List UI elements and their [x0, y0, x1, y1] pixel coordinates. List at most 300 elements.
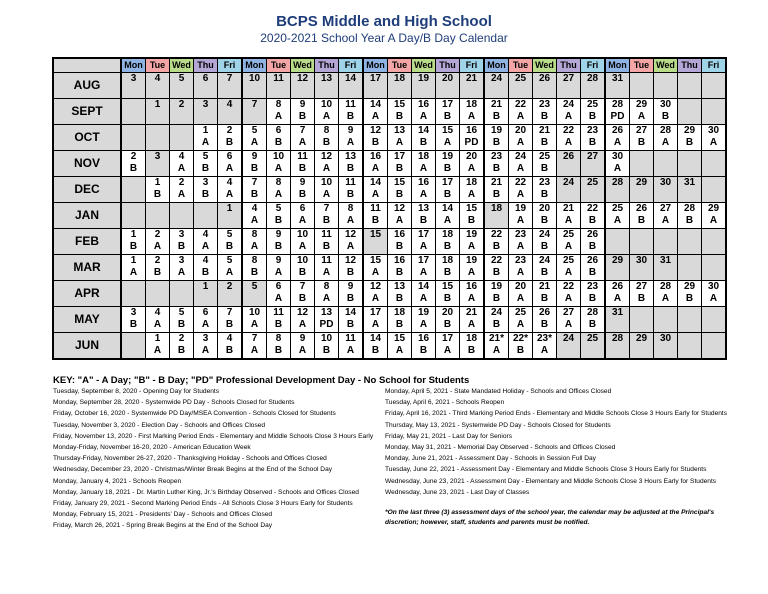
day-number: 22: [586, 203, 599, 214]
day-letter: B: [588, 215, 597, 226]
day-number: 27: [562, 73, 575, 84]
day-cell: [267, 151, 291, 177]
day-cell: [484, 73, 509, 99]
day-cell: [412, 73, 436, 99]
day-cell: [533, 203, 557, 229]
day-number: 13: [320, 307, 333, 318]
day-number: 7: [299, 125, 306, 136]
day-cell: [533, 281, 557, 307]
day-number: 1: [154, 99, 161, 110]
day-number: 25: [562, 255, 575, 266]
weekday-header: Wed: [654, 58, 678, 73]
day-cell: [170, 307, 194, 333]
day-letter: A: [419, 293, 428, 304]
day-letter: B: [443, 111, 452, 122]
day-number: 28: [611, 99, 624, 110]
day-cell: [436, 229, 460, 255]
day-letter: A: [540, 345, 549, 356]
weekday-header: Fri: [702, 58, 727, 73]
day-cell: [194, 203, 218, 229]
month-label: MAY: [53, 307, 121, 333]
day-number: 26: [538, 307, 551, 318]
day-cell: [242, 307, 267, 333]
day-cell: [702, 151, 727, 177]
day-letter: A: [516, 111, 525, 122]
day-number: 23: [514, 229, 527, 240]
day-number: 1: [202, 125, 209, 136]
day-number: 12: [296, 307, 309, 318]
day-number: 10: [296, 255, 309, 266]
day-cell: [436, 151, 460, 177]
day-number: 9: [275, 229, 282, 240]
day-letter: B: [250, 189, 259, 200]
month-row: [53, 203, 726, 229]
event-line: Tuesday, November 3, 2020 - Election Day - Schools and Offices Closed: [53, 421, 266, 429]
day-cell: [339, 229, 364, 255]
day-cell: [533, 125, 557, 151]
day-cell: [315, 125, 339, 151]
day-number: 25: [538, 151, 551, 162]
day-cell: [436, 307, 460, 333]
day-number: 9: [299, 177, 306, 188]
day-cell: [388, 177, 412, 203]
day-letter: A: [201, 345, 210, 356]
event-line: Monday, February 15, 2021 - Presidents' Day - Schools and Offices Closed: [53, 511, 273, 519]
weekday-header: Wed: [412, 58, 436, 73]
day-number: 11: [273, 307, 284, 318]
day-letter: B: [129, 163, 138, 174]
event-line: Friday, April 16, 2021 - Third Marking Period Ends - Elementary and Middle Schools Close 3 Hours Early for Students: [385, 410, 728, 418]
day-cell: [291, 229, 315, 255]
day-cell: [121, 307, 146, 333]
day-number: 23: [586, 281, 599, 292]
day-number: 8: [347, 203, 354, 214]
day-cell: [678, 203, 702, 229]
day-number: 7: [323, 203, 330, 214]
day-cell: [170, 333, 194, 360]
day-cell: [702, 99, 727, 125]
day-number: 17: [369, 73, 382, 84]
day-number: 19: [490, 125, 503, 136]
day-cell: [557, 281, 581, 307]
day-letter: B: [225, 319, 234, 330]
day-letter: B: [443, 189, 452, 200]
day-number: 16: [393, 229, 406, 240]
day-cell: [388, 73, 412, 99]
day-letter: A: [395, 137, 404, 148]
day-number: 2: [226, 281, 233, 292]
day-number: 19: [417, 307, 430, 318]
day-cell: [267, 99, 291, 125]
day-number: 12: [296, 73, 309, 84]
day-letter: A: [225, 163, 234, 174]
day-number: 4: [226, 99, 233, 110]
weekday-header: Tue: [509, 58, 533, 73]
day-number: 9: [347, 125, 354, 136]
day-letter: B: [540, 189, 549, 200]
day-cell: [194, 281, 218, 307]
day-number: 16: [417, 99, 430, 110]
day-number: 18: [465, 177, 478, 188]
day-cell: [170, 281, 194, 307]
day-cell: [194, 229, 218, 255]
day-letter: A: [613, 163, 622, 174]
day-number: 15: [393, 333, 406, 344]
day-letter: A: [419, 319, 428, 330]
day-cell: [363, 125, 388, 151]
day-number: 11: [297, 151, 308, 162]
day-cell: [436, 177, 460, 203]
day-cell: [509, 307, 533, 333]
day-letter: A: [516, 189, 525, 200]
day-number: 31: [611, 73, 624, 84]
day-cell: [388, 255, 412, 281]
weekday-header: Mon: [605, 58, 630, 73]
day-letter: A: [274, 267, 283, 278]
day-letter: B: [298, 293, 307, 304]
day-cell: [509, 333, 533, 360]
day-cell: [654, 125, 678, 151]
day-cell: [460, 307, 485, 333]
day-cell: [267, 177, 291, 203]
day-letter: PD: [464, 137, 479, 148]
day-letter: B: [250, 267, 259, 278]
day-cell: [363, 229, 388, 255]
weekday-header: Mon: [242, 58, 267, 73]
event-line: Monday, May 31, 2021 - Memorial Day Observed - Schools and Offices Closed: [385, 443, 616, 451]
day-number: 25: [586, 177, 599, 188]
day-cell: [654, 281, 678, 307]
day-number: 5: [275, 203, 282, 214]
day-cell: [533, 177, 557, 203]
calendar-table: [52, 57, 727, 360]
day-number: 7: [299, 281, 306, 292]
day-number: 25: [611, 203, 624, 214]
day-letter: B: [685, 215, 694, 226]
day-cell: [678, 125, 702, 151]
day-number: 22: [514, 177, 527, 188]
day-number: 13: [393, 125, 406, 136]
day-cell: [702, 255, 727, 281]
day-number: 14: [417, 281, 430, 292]
month-row: [53, 281, 726, 307]
day-letter: A: [467, 189, 476, 200]
day-letter: A: [346, 345, 355, 356]
day-letter: A: [661, 293, 670, 304]
day-cell: [315, 333, 339, 360]
day-number: 21: [465, 307, 478, 318]
day-letter: A: [298, 137, 307, 148]
day-letter: A: [250, 241, 259, 252]
day-number: 15: [369, 255, 382, 266]
day-cell: [242, 255, 267, 281]
day-cell: [388, 281, 412, 307]
day-letter: A: [661, 215, 670, 226]
day-number: 19: [465, 255, 478, 266]
day-cell: [412, 333, 436, 360]
day-letter: A: [250, 215, 259, 226]
day-number: 8: [275, 333, 282, 344]
day-cell: [267, 125, 291, 151]
day-letter: A: [516, 215, 525, 226]
day-cell: [339, 73, 364, 99]
day-cell: [557, 255, 581, 281]
day-number: 18: [465, 99, 478, 110]
month-row: [53, 333, 726, 360]
event-line: Friday, March 26, 2021 - Spring Break Begins at the End of the School Day: [53, 522, 273, 530]
day-cell: [630, 229, 654, 255]
day-letter: B: [540, 137, 549, 148]
day-cell: [363, 99, 388, 125]
day-number: 17: [417, 229, 430, 240]
day-letter: B: [492, 163, 501, 174]
day-cell: [460, 203, 485, 229]
day-letter: A: [564, 241, 573, 252]
month-label: AUG: [53, 73, 121, 99]
day-cell: [484, 203, 509, 229]
day-number: 19: [514, 203, 527, 214]
day-number: 8: [275, 99, 282, 110]
day-number: 21: [562, 203, 575, 214]
day-cell: [630, 307, 654, 333]
day-number: 3: [130, 307, 137, 318]
day-letter: A: [322, 293, 331, 304]
day-cell: [654, 333, 678, 360]
day-number: 13: [393, 281, 406, 292]
day-cell: [315, 229, 339, 255]
day-number: 22: [562, 125, 575, 136]
day-letter: B: [274, 241, 283, 252]
day-cell: [460, 73, 485, 99]
day-number: 24: [538, 255, 551, 266]
day-letter: A: [274, 111, 283, 122]
day-letter: B: [588, 241, 597, 252]
day-number: 28: [611, 177, 624, 188]
day-number: 16: [393, 255, 406, 266]
event-line: Monday, April 5, 2021 - State Mandated Holiday - Schools and Offices Closed: [385, 388, 612, 395]
day-letter: B: [346, 319, 355, 330]
day-number: 29: [635, 333, 648, 344]
day-letter: B: [492, 137, 501, 148]
day-letter: A: [467, 267, 476, 278]
day-number: 30: [635, 255, 648, 266]
day-letter: A: [177, 267, 186, 278]
day-number: 31: [659, 255, 672, 266]
day-number: 20: [465, 151, 478, 162]
day-number: 25: [514, 73, 527, 84]
day-number: 12: [344, 229, 357, 240]
day-letter: A: [516, 163, 525, 174]
event-line: Thursday, May 13, 2021 - Systemwide PD Day - Schools Closed for Students: [385, 421, 611, 429]
day-cell: [218, 229, 243, 255]
day-letter: A: [225, 267, 234, 278]
weekday-header: Fri: [339, 58, 364, 73]
day-number: 20: [441, 307, 454, 318]
day-cell: [146, 177, 170, 203]
day-letter: B: [492, 267, 501, 278]
day-cell: [460, 333, 485, 360]
weekday-header: Fri: [581, 58, 606, 73]
day-number: 15: [393, 177, 406, 188]
month-label: NOV: [53, 151, 121, 177]
day-letter: A: [467, 293, 476, 304]
day-cell: [509, 177, 533, 203]
day-letter: PD: [610, 111, 625, 122]
day-letter: A: [225, 189, 234, 200]
day-letter: B: [492, 241, 501, 252]
day-letter: B: [250, 163, 259, 174]
day-letter: B: [492, 293, 501, 304]
day-cell: [146, 151, 170, 177]
day-number: 31: [683, 177, 696, 188]
day-letter: A: [298, 215, 307, 226]
day-number: 10: [320, 99, 333, 110]
day-letter: A: [661, 137, 670, 148]
day-number: 28: [586, 73, 599, 84]
day-number: 11: [345, 99, 356, 110]
day-cell: [291, 333, 315, 360]
day-number: 18: [441, 229, 454, 240]
day-number: 7: [251, 333, 258, 344]
day-number: 3: [202, 333, 209, 344]
day-letter: B: [322, 345, 331, 356]
footnote: *On the last three (3) assessment days of the school year, the calendar may be adjusted at the Principal's discretion; however, staff, students and parents must be notified.: [385, 509, 715, 526]
day-number: 4: [226, 177, 233, 188]
day-number: 13: [320, 73, 333, 84]
event-line: Wednesday, June 23, 2021 - Last Day of Classes: [385, 488, 530, 496]
day-cell: [436, 99, 460, 125]
day-letter: A: [419, 267, 428, 278]
day-cell: [654, 73, 678, 99]
event-line: Tuesday, September 8, 2020 - Opening Day for Students: [53, 388, 220, 395]
day-number: 26: [538, 73, 551, 84]
day-cell: [630, 177, 654, 203]
day-number: 7: [226, 307, 233, 318]
day-cell: [242, 281, 267, 307]
day-number: 1: [130, 255, 137, 266]
day-letter: A: [443, 215, 452, 226]
day-cell: [412, 151, 436, 177]
weekday-header: Tue: [388, 58, 412, 73]
day-number: 1: [154, 177, 161, 188]
day-number: 28: [586, 307, 599, 318]
day-number: 10: [320, 177, 333, 188]
day-number: 24: [490, 73, 503, 84]
day-cell: [291, 73, 315, 99]
day-number: 28: [659, 125, 672, 136]
day-number: 12: [320, 151, 333, 162]
day-cell: [218, 125, 243, 151]
day-letter: B: [153, 267, 162, 278]
day-cell: [363, 177, 388, 203]
day-cell: [702, 333, 727, 360]
day-number: 5: [251, 281, 258, 292]
day-number: 27: [586, 151, 599, 162]
day-letter: A: [371, 319, 380, 330]
day-cell: [363, 307, 388, 333]
day-cell: [630, 255, 654, 281]
day-number: 5: [178, 73, 185, 84]
day-cell: [581, 177, 606, 203]
day-letter: B: [685, 293, 694, 304]
day-cell: [460, 99, 485, 125]
day-cell: [509, 281, 533, 307]
day-cell: [630, 203, 654, 229]
day-letter: B: [201, 267, 210, 278]
day-cell: [218, 333, 243, 360]
day-number: 7: [251, 177, 258, 188]
day-cell: [291, 281, 315, 307]
day-cell: [605, 73, 630, 99]
day-number: 20: [538, 203, 551, 214]
day-letter: B: [395, 189, 404, 200]
day-cell: [267, 229, 291, 255]
day-number: 28: [659, 281, 672, 292]
day-number: 24: [562, 333, 575, 344]
day-letter: B: [274, 345, 283, 356]
day-letter: B: [443, 267, 452, 278]
day-cell: [678, 281, 702, 307]
day-letter: A: [613, 215, 622, 226]
day-number: 4: [202, 229, 209, 240]
day-number: 27: [635, 281, 648, 292]
day-letter: B: [346, 163, 355, 174]
day-number: 18: [393, 307, 406, 318]
day-number: 25: [562, 229, 575, 240]
day-cell: [605, 255, 630, 281]
day-cell: [436, 333, 460, 360]
event-line: Friday, January 29, 2021 - Second Marking Period Ends - All Schools Close 3 Hours Early for Students: [53, 499, 353, 507]
day-cell: [605, 203, 630, 229]
day-cell: [170, 151, 194, 177]
day-cell: [242, 151, 267, 177]
day-number: 16: [465, 281, 478, 292]
event-line: Friday, November 13, 2020 - First Marking Period Ends - Elementary and Middle Schools Close 3 Hours Early: [53, 432, 374, 440]
day-cell: [630, 151, 654, 177]
day-cell: [557, 151, 581, 177]
day-letter: B: [467, 215, 476, 226]
day-cell: [267, 203, 291, 229]
day-letter: B: [588, 267, 597, 278]
day-cell: [533, 229, 557, 255]
day-cell: [412, 203, 436, 229]
day-number: 1: [154, 333, 161, 344]
day-number: 21: [538, 281, 551, 292]
day-letter: A: [443, 345, 452, 356]
day-letter: B: [346, 189, 355, 200]
month-row: [53, 151, 726, 177]
day-cell: [146, 73, 170, 99]
day-letter: B: [225, 345, 234, 356]
day-cell: [315, 177, 339, 203]
day-number: 3: [178, 255, 185, 266]
day-letter: B: [395, 111, 404, 122]
day-cell: [678, 73, 702, 99]
day-cell: [605, 177, 630, 203]
day-cell: [121, 255, 146, 281]
day-number: 15: [369, 229, 382, 240]
day-number: 24: [562, 177, 575, 188]
day-number: 4: [226, 333, 233, 344]
day-letter: A: [201, 137, 210, 148]
day-letter: B: [274, 137, 283, 148]
weekday-header: Thu: [678, 58, 702, 73]
day-number: 28: [683, 203, 696, 214]
day-number: 27: [635, 125, 648, 136]
day-cell: [484, 125, 509, 151]
weekday-header: Wed: [170, 58, 194, 73]
day-cell: [581, 73, 606, 99]
